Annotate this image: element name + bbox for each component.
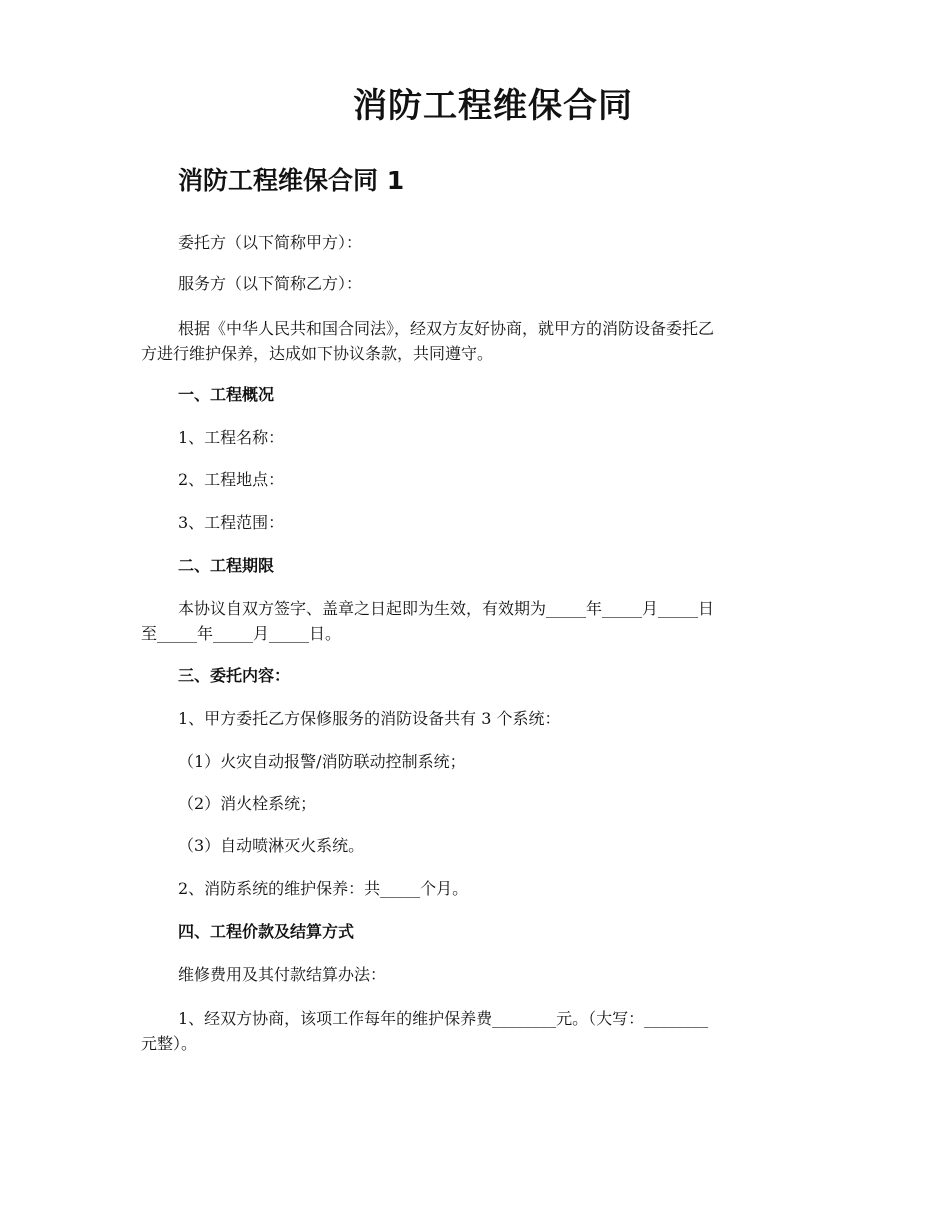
- section-1-item-3: 3、工程范围：: [178, 513, 285, 532]
- section-1-item-2: 2、工程地点：: [178, 470, 285, 489]
- section-4-item-1-line-2: 元整）。: [141, 1034, 198, 1053]
- section-3-heading: 三、委托内容：: [178, 666, 291, 685]
- section-4-intro: 维修费用及其付款结算办法：: [178, 965, 387, 984]
- section-1-heading: 一、工程概况: [178, 385, 275, 404]
- section-3-item-2: 2、消防系统的维护保养：共_____个月。: [178, 879, 469, 898]
- section-3-subitem-1: （1）火灾自动报警/消防联动控制系统；: [178, 752, 466, 771]
- section-2-line-2: 至_____年_____月_____日。: [141, 624, 342, 643]
- document-title: 消防工程维保合同: [353, 86, 633, 126]
- party-b-line: 服务方（以下简称乙方）：: [178, 274, 363, 293]
- section-3-subitem-2: （2）消火栓系统；: [178, 794, 317, 813]
- section-3-subitem-3: （3）自动喷淋灭火系统。: [178, 836, 365, 855]
- contract-subtitle: 消防工程维保合同 1: [178, 166, 405, 195]
- party-a-line: 委托方（以下简称甲方）：: [178, 233, 363, 252]
- section-1-item-1: 1、工程名称：: [178, 428, 285, 447]
- intro-paragraph-line-2: 方进行维护保养，达成如下协议条款，共同遵守。: [141, 344, 494, 363]
- section-4-item-1-line-1: 1、经双方协商，该项工作每年的维护保养费________元。（大写：________: [178, 1009, 709, 1028]
- intro-paragraph-line-1: 根据《中华人民共和国合同法》，经双方友好协商，就甲方的消防设备委托乙: [178, 319, 715, 338]
- section-4-heading: 四、工程价款及结算方式: [178, 922, 355, 941]
- section-2-line-1: 本协议自双方签字、盖章之日起即为生效，有效期为_____年_____月_____日: [178, 599, 715, 618]
- section-2-heading: 二、工程期限: [178, 556, 275, 575]
- section-3-item-1: 1、甲方委托乙方保修服务的消防设备共有 3 个系统：: [178, 709, 561, 728]
